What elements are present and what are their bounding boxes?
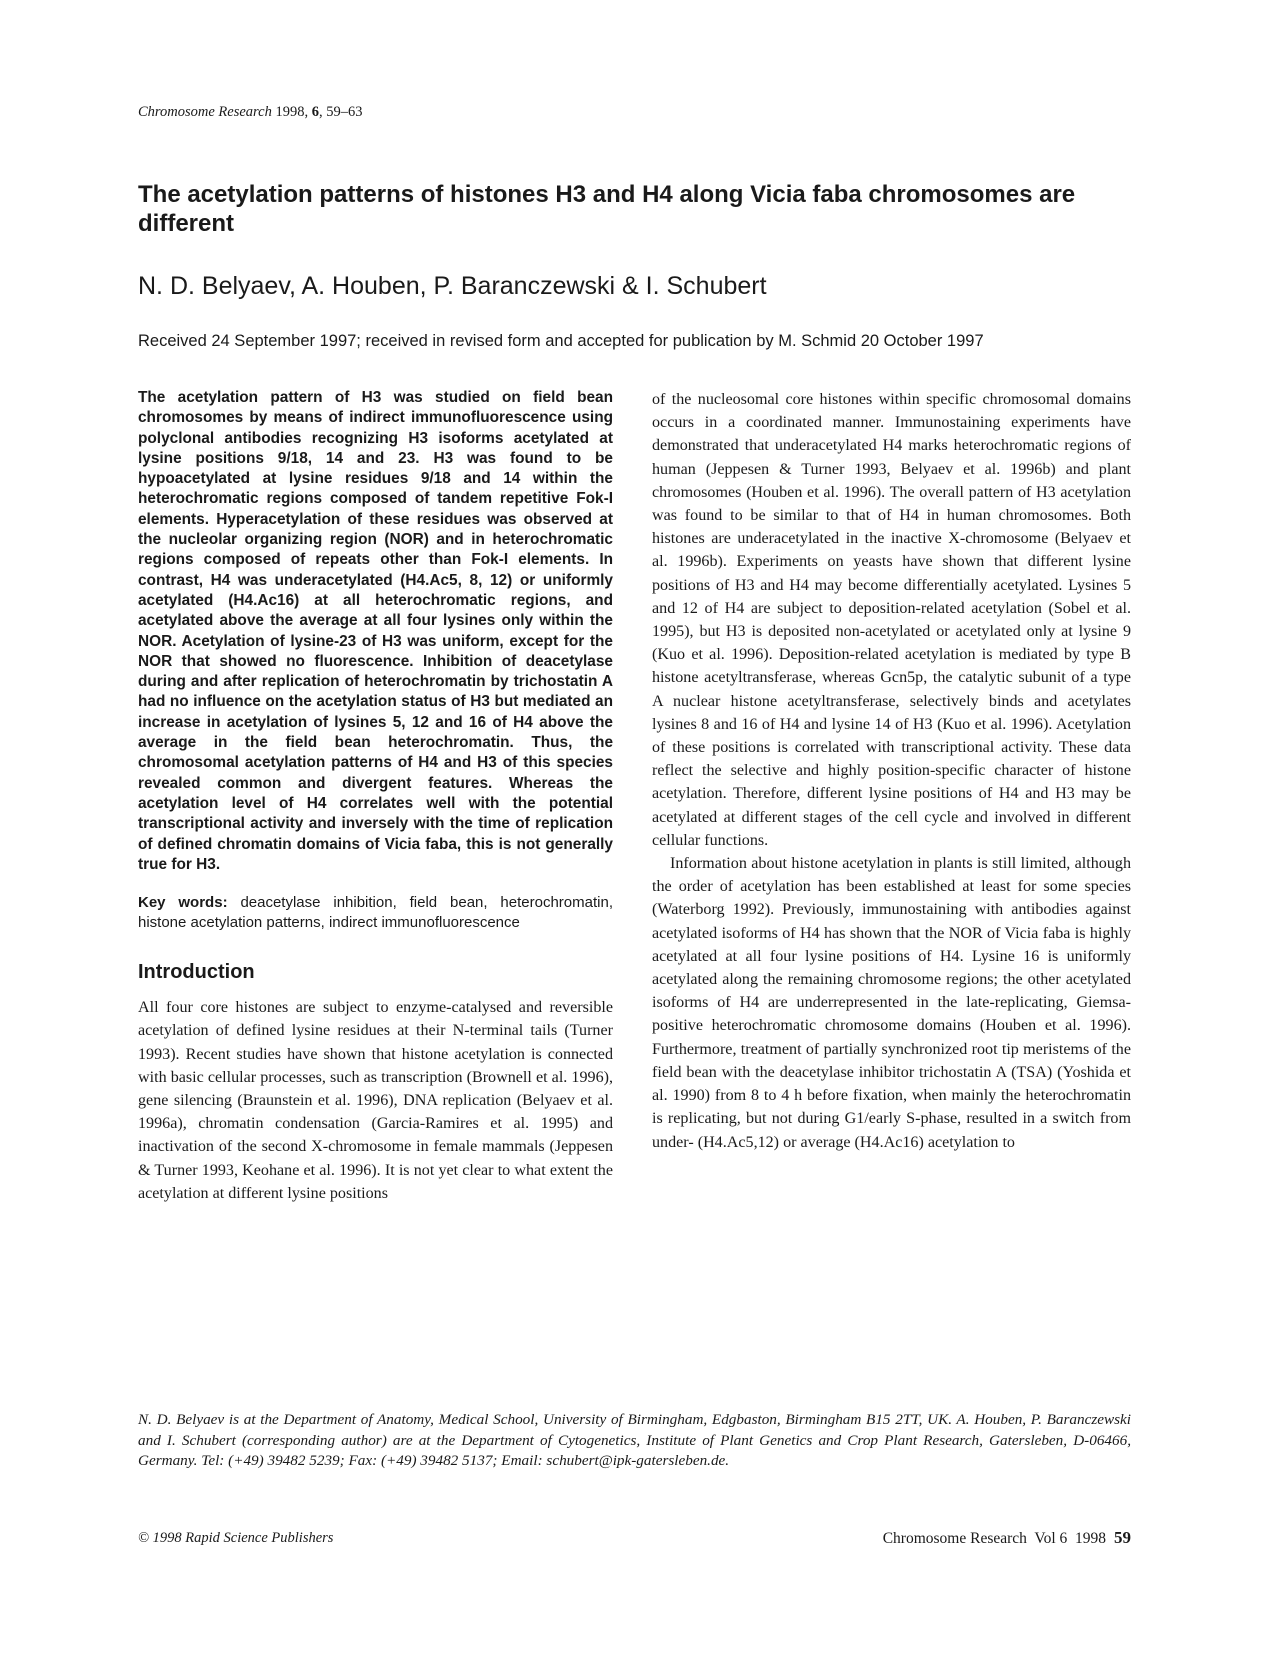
page-footer — [883, 1528, 1131, 1548]
intro-paragraph-2: Information about histone acetylation in plants is still limited, although the order of acetylation has been established at least for some species (Waterborg 1992). Previously, immunostaining with antibodies against acetylated isoforms of H4 has shown that the NOR of Vicia faba is highly acetylated at all four lysine positions of H4. Lysine 16 is uniformly acetylated along the remaining chromosome regions; the other acetylated isoforms of H4 are underrepresented in the late-replicating, Giemsa-positive heterochromatic chromosome domains (Houben et al. 1996). Furthermore, treatment of partially synchronized root tip meristems of the field bean with the deacetylase inhibitor trichostatin A (TSA) (Yoshida et al. 1990) from 8 to 4 h before fixation, when mainly the heterochromatin is replicating, but not during G1/early S-phase, resulted in a switch from under- (H4.Ac5,12) or average (H4.Ac16) acetylation to — [652, 855, 1131, 1151]
abstract: The acetylation pattern of H3 was studied on field bean chromosomes by means of indirect immunofluorescence using polyclonal antibodies recognizing H3 isoforms acetylated at lysine positions 9/18, 14 and 23. H3 was found to be hypoacetylated at lysine residues 9/18 and 14 within the heterochromatic regions composed of tandem repetitive Fok-I elements. Hyperacetylation of these residues was observed at the nucleolar organizing region (NOR) and in heterochromatic regions composed of repeats other than Fok-I elements. In contrast, H4 was underacetylated (H4.Ac5, 8, 12) or uniformly acetylated (H4.Ac16) at all heterochromatic regions, and acetylated above the average at all four lysines only within the NOR. Acetylation of lysine-23 of H3 was uniform, except for the NOR that showed no fluorescence. Inhibition of deacetylase during and after replication of heterochromatin by trichostatin A had no influence on the acetylation status of H3 but mediated an increase in acetylation of lysines 5, 12 and 16 of H4 above the average in the field bean heterochromatin. Thus, the chromosomal acetylation patterns of H4 and H3 of this species revealed common and divergent features. Whereas the acetylation level of H4 correlates well with the potential transcriptional activity and inversely with the time of replication of defined chromatin domains of Vicia faba, this is not generally true for H3. — [138, 389, 613, 873]
right-column — [652, 388, 1131, 1154]
received-date-line: Received 24 September 1997; received in revised form and accepted for publication by M. Schmid 20 October 1997 — [138, 332, 984, 350]
journal-name: Chromosome Research — [138, 104, 272, 120]
section-heading-introduction: Introduction — [138, 961, 255, 984]
footer-journal-issue: Chromosome Research Vol 6 1998 — [882, 1530, 1106, 1547]
journal-citation — [138, 104, 362, 121]
article-title: The acetylation patterns of histones H3 and H4 along Vicia faba chromosomes are different — [138, 181, 1076, 237]
keywords — [138, 893, 613, 933]
author-list: N. D. Belyaev, A. Houben, P. Baranczewski & I. Schubert — [138, 272, 767, 300]
intro-paragraph-1: All four core histones are subject to enzyme-catalysed and reversible acetylation of defined lysine residues at their N-terminal tails (Turner 1993). Recent studies have shown that histone acetylation is connected with basic cellular processes, such as transcription (Brownell et al. 1996), gene silencing (Braunstein et al. 1996), DNA replication (Belyaev et al. 1996a), chromatin condensation (Garcia-Ramires et al. 1995) and inactivation of the second X-chromosome in female mammals (Jeppesen & Turner 1993, Keohane et al. 1996). It is not yet clear to what extent the acetylation at different lysine positions — [138, 999, 613, 1202]
keywords-label: Key words: — [138, 894, 228, 912]
author-affiliations: N. D. Belyaev is at the Department of Anatomy, Medical School, University of Birmingham, Edgbaston, Birmingham B15 2TT, UK. A. Houben, P. Baranczewski and I. Schubert (corresponding author) are at the Department of Cytogenetics, Institute of Plant Genetics and Crop Plant Research, Gatersleben, D-06466, Germany. Tel: (+49) 39482 5239; Fax: (+49) 39482 5137; Email: schubert@ipk-gatersleben.de. — [138, 1411, 1131, 1469]
copyright-notice: © 1998 Rapid Science Publishers — [138, 1530, 334, 1546]
citation-year: 1998, — [271, 104, 312, 120]
keywords-text: deacetylase inhibition, field bean, heterochromatin, histone acetylation patterns, indirect immunofluorescence — [138, 894, 613, 932]
citation-pages: , 59–63 — [318, 104, 363, 120]
intro-paragraph-1-continued: of the nucleosomal core histones within specific chromosomal domains occurs in a coordinated manner. Immunostaining experiments have demonstrated that underacetylated H4 marks heterochromatic regions of human (Jeppesen & Turner 1993, Belyaev et al. 1996b) and plant chromosomes (Houben et al. 1996). The overall pattern of H3 acetylation was found to be similar to that of H4 in human chromosomes. Both histones are underacetylated in the inactive X-chromosome (Belyaev et al. 1996b). Experiments on yeasts have shown that different lysine positions of H3 and H4 may become differentially acetylated. Lysines 5 and 12 of H4 are subject to deposition-related acetylation (Sobel et al. 1995), but H3 is deposited non-acetylated or acetylated only at lysine 9 (Kuo et al. 1996). Deposition-related acetylation is mediated by type B histone acetyltransferase, whereas Gcn5p, the catalytic subunit of a type A nuclear histone acetyltransferase, selectively binds and acetylates lysines 8 and 16 of H4 and lysine 14 of H3 (Kuo et al. 1996). Acetylation of these positions is correlated with transcriptional activity. These data reflect the selective and highly position-specific character of histone acetylation. Therefore, different lysine positions of H4 and H3 may be acetylated at different stages of the cell cycle and involved in different cellular functions. — [652, 391, 1131, 849]
left-column — [138, 388, 613, 1205]
citation-volume: 6 — [311, 104, 319, 120]
page-number: 59 — [1114, 1528, 1131, 1547]
